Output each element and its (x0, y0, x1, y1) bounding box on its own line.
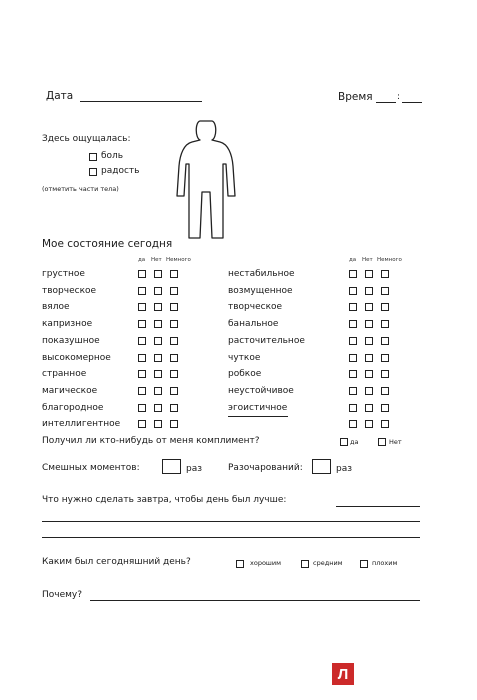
funny-moments-label: Смешных моментов: (42, 463, 140, 473)
publisher-logo: Л (332, 663, 354, 685)
funny-moments-box[interactable] (162, 459, 181, 474)
left-state-label: творческое (42, 286, 97, 296)
left-state-label: магическое (42, 386, 98, 396)
day-average-label: средним (313, 559, 343, 567)
left-header-no: Нет (151, 257, 162, 263)
day-good-label: хорошим (250, 559, 282, 567)
right-state-label: расточительное (228, 336, 305, 346)
disappointments-unit: раз (336, 464, 353, 474)
right-state-yes-checkbox[interactable] (349, 287, 357, 295)
feeling-title: Здесь ощущалась: (42, 134, 131, 144)
day-question: Каким был сегодняшний день? (42, 557, 191, 567)
right-state-label: банальное (228, 319, 279, 329)
right-state-somewhat-checkbox[interactable] (381, 404, 389, 412)
left-state-somewhat-checkbox[interactable] (170, 320, 178, 328)
left-state-yes-checkbox[interactable] (138, 370, 146, 378)
right-state-no-checkbox[interactable] (365, 404, 373, 412)
right-state-no-checkbox[interactable] (365, 270, 373, 278)
right-state-no-checkbox[interactable] (365, 303, 373, 311)
left-state-somewhat-checkbox[interactable] (170, 337, 178, 345)
right-state-yes-checkbox[interactable] (349, 270, 357, 278)
body-outline-icon[interactable] (176, 118, 236, 242)
left-state-yes-checkbox[interactable] (138, 387, 146, 395)
left-state-no-checkbox[interactable] (154, 387, 162, 395)
left-state-somewhat-checkbox[interactable] (170, 287, 178, 295)
disappointments-label: Разочарований: (228, 463, 303, 473)
left-state-somewhat-checkbox[interactable] (170, 303, 178, 311)
tomorrow-field-2[interactable] (42, 521, 420, 522)
left-state-yes-checkbox[interactable] (138, 303, 146, 311)
date-label: Дата (46, 90, 74, 102)
time-minutes-field[interactable] (402, 102, 422, 103)
right-custom-no-checkbox[interactable] (365, 420, 373, 428)
left-state-label: благородное (42, 403, 104, 413)
right-state-somewhat-checkbox[interactable] (381, 337, 389, 345)
right-state-yes-checkbox[interactable] (349, 387, 357, 395)
state-title: Мое состояние сегодня (42, 238, 173, 250)
tomorrow-field-3[interactable] (42, 537, 420, 538)
day-bad-checkbox[interactable] (360, 560, 368, 568)
right-state-label: эгоистичное (228, 403, 288, 413)
right-state-label: робкое (228, 369, 262, 379)
right-state-no-checkbox[interactable] (365, 287, 373, 295)
right-custom-yes-checkbox[interactable] (349, 420, 357, 428)
pain-checkbox[interactable] (89, 153, 97, 161)
joy-label: радость (101, 166, 140, 176)
compliment-yes-checkbox[interactable] (340, 438, 348, 446)
left-state-no-checkbox[interactable] (154, 320, 162, 328)
disappointments-box[interactable] (312, 459, 331, 474)
left-state-yes-checkbox[interactable] (138, 287, 146, 295)
left-state-no-checkbox[interactable] (154, 287, 162, 295)
left-state-no-checkbox[interactable] (154, 404, 162, 412)
left-state-yes-checkbox[interactable] (138, 337, 146, 345)
left-state-yes-checkbox[interactable] (138, 320, 146, 328)
right-state-no-checkbox[interactable] (365, 354, 373, 362)
right-state-no-checkbox[interactable] (365, 337, 373, 345)
left-state-yes-checkbox[interactable] (138, 354, 146, 362)
left-state-yes-checkbox[interactable] (138, 420, 146, 428)
joy-checkbox[interactable] (89, 168, 97, 176)
right-state-somewhat-checkbox[interactable] (381, 287, 389, 295)
left-state-no-checkbox[interactable] (154, 354, 162, 362)
right-state-label: чуткое (228, 353, 261, 363)
left-state-label: интеллигентное (42, 419, 121, 429)
pain-label: боль (101, 151, 124, 161)
right-state-somewhat-checkbox[interactable] (381, 370, 389, 378)
left-state-somewhat-checkbox[interactable] (170, 270, 178, 278)
right-state-no-checkbox[interactable] (365, 320, 373, 328)
right-state-label: неустойчивое (228, 386, 294, 396)
right-state-yes-checkbox[interactable] (349, 303, 357, 311)
right-state-somewhat-checkbox[interactable] (381, 387, 389, 395)
right-state-somewhat-checkbox[interactable] (381, 354, 389, 362)
right-state-label: нестабильное (228, 269, 295, 279)
left-header-somewhat: Немного (166, 257, 191, 263)
left-state-label: показушное (42, 336, 100, 346)
day-good-checkbox[interactable] (236, 560, 244, 568)
compliment-no-checkbox[interactable] (378, 438, 386, 446)
date-field[interactable] (80, 101, 202, 102)
funny-unit: раз (186, 464, 203, 474)
right-state-no-checkbox[interactable] (365, 370, 373, 378)
tomorrow-question: Что нужно сделать завтра, чтобы день был лучше: (42, 495, 287, 505)
left-state-label: грустное (42, 269, 85, 279)
right-state-yes-checkbox[interactable] (349, 320, 357, 328)
compliment-yes-label: да (350, 438, 359, 446)
right-custom-field[interactable] (228, 416, 288, 417)
compliment-no-label: Нет (389, 438, 402, 446)
right-state-label: творческое (228, 302, 283, 312)
right-state-yes-checkbox[interactable] (349, 404, 357, 412)
time-label: Время (338, 91, 373, 103)
why-field[interactable] (90, 600, 420, 601)
right-state-somewhat-checkbox[interactable] (381, 320, 389, 328)
day-bad-label: плохим (372, 559, 398, 567)
tomorrow-field-1[interactable] (336, 506, 420, 507)
left-state-somewhat-checkbox[interactable] (170, 404, 178, 412)
left-state-somewhat-checkbox[interactable] (170, 370, 178, 378)
right-state-somewhat-checkbox[interactable] (381, 303, 389, 311)
left-state-somewhat-checkbox[interactable] (170, 354, 178, 362)
left-state-no-checkbox[interactable] (154, 337, 162, 345)
compliment-question: Получил ли кто-нибудь от меня комплимент? (42, 436, 260, 446)
why-label: Почему? (42, 590, 83, 600)
body-parts-note: (отметить части тела) (42, 185, 119, 193)
left-state-label: капризное (42, 319, 93, 329)
right-custom-somewhat-checkbox[interactable] (381, 420, 389, 428)
left-state-label: вялое (42, 302, 70, 312)
time-separator: : (397, 92, 401, 102)
right-header-yes: да (349, 257, 357, 263)
left-state-somewhat-checkbox[interactable] (170, 387, 178, 395)
left-state-no-checkbox[interactable] (154, 370, 162, 378)
left-state-label: высокомерное (42, 353, 111, 363)
day-average-checkbox[interactable] (301, 560, 309, 568)
right-header-somewhat: Немного (377, 257, 402, 263)
left-state-no-checkbox[interactable] (154, 420, 162, 428)
left-state-no-checkbox[interactable] (154, 270, 162, 278)
right-state-yes-checkbox[interactable] (349, 370, 357, 378)
right-state-yes-checkbox[interactable] (349, 337, 357, 345)
left-state-label: странное (42, 369, 87, 379)
right-state-yes-checkbox[interactable] (349, 354, 357, 362)
time-hours-field[interactable] (376, 102, 396, 103)
right-state-label: возмущенное (228, 286, 293, 296)
left-state-yes-checkbox[interactable] (138, 404, 146, 412)
right-state-no-checkbox[interactable] (365, 387, 373, 395)
left-state-no-checkbox[interactable] (154, 303, 162, 311)
left-state-somewhat-checkbox[interactable] (170, 420, 178, 428)
right-header-no: Нет (362, 257, 373, 263)
left-header-yes: да (138, 257, 146, 263)
right-state-somewhat-checkbox[interactable] (381, 270, 389, 278)
left-state-yes-checkbox[interactable] (138, 270, 146, 278)
